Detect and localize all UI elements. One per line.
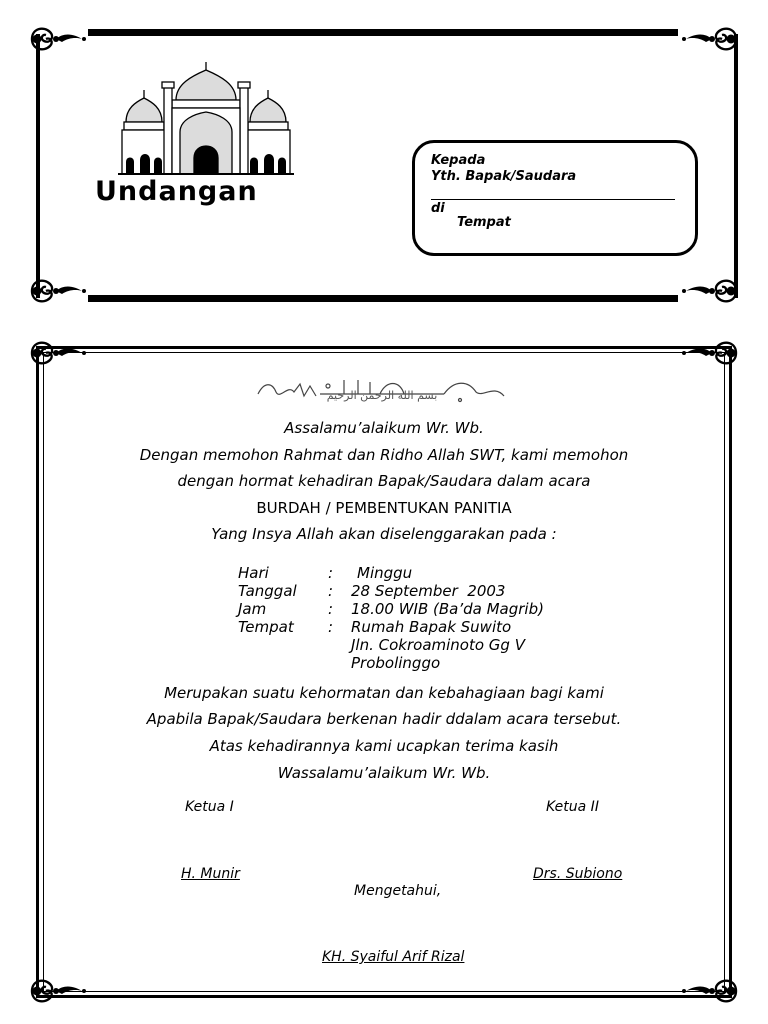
bismillah-calligraphy xyxy=(254,374,510,404)
signature-right-name: Drs. Subiono xyxy=(533,866,623,882)
invitation-title: Undangan xyxy=(95,176,258,207)
farewell: Wassalamu’alaikum Wr. Wb. xyxy=(277,764,491,782)
date-colon: : xyxy=(328,582,334,600)
closing-line-2: Apabila Bapak/Saudara berkenan hadir ddalam acara tersebut. xyxy=(146,710,622,728)
corner-ornament-icon xyxy=(26,336,90,370)
corner-ornament-icon xyxy=(26,274,90,308)
corner-ornament-icon xyxy=(678,274,742,308)
place-line-2: Jln. Cokroaminoto Gg V xyxy=(351,636,525,654)
corner-ornament-icon xyxy=(678,22,742,56)
place-colon: : xyxy=(328,618,334,636)
closing-line-1: Merupakan suatu kehormatan dan kebahagiaan bagi kami xyxy=(164,684,604,702)
bismillah-text: بسم الله الرحمن الرحيم xyxy=(326,389,438,402)
date-value: 28 September 2003 xyxy=(351,582,506,600)
place-line-1: Rumah Bapak Suwito xyxy=(351,618,512,636)
signature-right-title: Ketua II xyxy=(546,799,599,815)
closing-line-3: Atas kehadirannya kami ucapkan terima kasih xyxy=(209,737,559,755)
event-name: BURDAH / PEMBENTUKAN PANITIA xyxy=(256,499,512,517)
corner-ornament-icon xyxy=(678,336,742,370)
acknowledge-label: Mengetahui, xyxy=(354,883,442,899)
address-to-label: Kepada xyxy=(431,153,486,168)
schedule-intro: Yang Insya Allah akan diselenggarakan pada : xyxy=(211,525,557,543)
time-label: Jam xyxy=(238,600,267,618)
greeting: Assalamu’alaikum Wr. Wb. xyxy=(284,419,484,437)
place-label: Tempat xyxy=(238,618,294,636)
time-value: 18.00 WIB (Ba’da Magrib) xyxy=(351,600,544,618)
day-value: Minggu xyxy=(357,564,413,582)
address-di-label: di xyxy=(431,201,445,216)
day-label: Hari xyxy=(238,564,269,582)
signature-left-name: H. Munir xyxy=(181,866,240,882)
envelope-top-bar xyxy=(88,29,678,36)
mosque-icon xyxy=(118,62,294,176)
envelope-bottom-bar xyxy=(88,295,678,302)
place-line-3: Probolinggo xyxy=(351,654,441,672)
intro-line-1: Dengan memohon Rahmat dan Ridho Allah SWT, kami memohon xyxy=(139,446,629,464)
corner-ornament-icon xyxy=(26,974,90,1008)
signature-left-title: Ketua I xyxy=(185,799,234,815)
address-recipient: Yth. Bapak/Saudara xyxy=(431,169,577,184)
acknowledge-name: KH. Syaiful Arif Rizal xyxy=(322,949,465,965)
day-colon: : xyxy=(328,564,334,582)
time-colon: : xyxy=(328,600,334,618)
intro-line-2: dengan hormat kehadiran Bapak/Saudara dalam acara xyxy=(177,472,591,490)
corner-ornament-icon xyxy=(678,974,742,1008)
address-place: Tempat xyxy=(457,215,511,230)
address-box xyxy=(412,140,698,256)
address-line xyxy=(431,199,675,200)
date-label: Tanggal xyxy=(238,582,297,600)
corner-ornament-icon xyxy=(26,22,90,56)
